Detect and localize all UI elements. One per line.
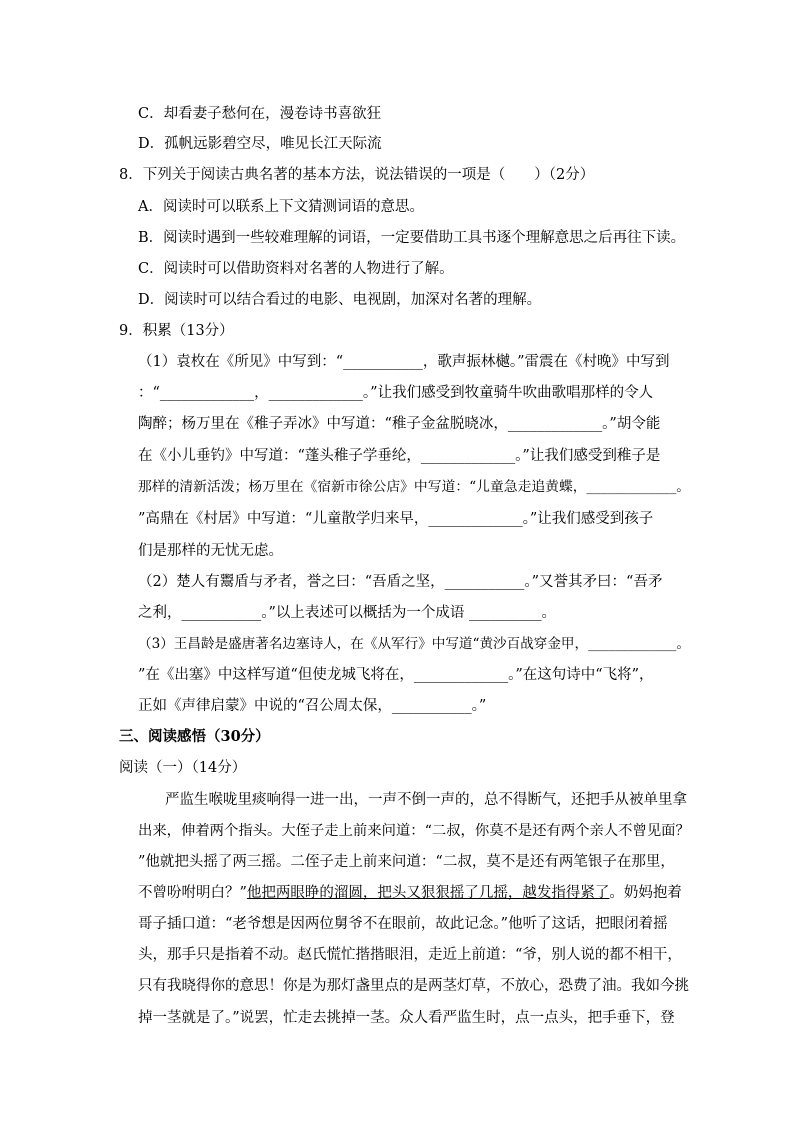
q8-option-b: B．阅读时遇到一些较难理解的词语，一定要借助工具书逐个理解意思之后再往下读。 bbox=[138, 230, 686, 246]
passage-text: 严监生喉咙里痰响得一进一出，一声不倒一声的，总不得断气，还把手从被单里拿 bbox=[165, 792, 687, 808]
q9-p1-line: 在《小儿垂钓》中写道：“蓬头稚子学垂纶，_____________。”让我们感受到稚子是 bbox=[138, 448, 661, 464]
passage-line bbox=[138, 821, 690, 841]
underlined-sentence: 他把两眼睁的溜圆，把头又狠狠摇了几摇，越发指得紧了 bbox=[246, 885, 610, 901]
q9-p1-line: 陶醉；杨万里在《稚子弄冰》中写道：“稚子金盆脱晓冰，_____________。”胡令能 bbox=[138, 416, 661, 432]
passage-text: 掉一茎就是了。”说罢，忙走去挑掉一茎。众人看严监生时，点一点头，把手垂下，登 bbox=[138, 1010, 675, 1026]
q8-option-a: A．阅读时可以联系上下文猜测词语的意思。 bbox=[138, 199, 424, 215]
q9-p2-line: 之利，___________。”以上表述可以概括为一个成语 __________。 bbox=[138, 605, 557, 621]
q9-p1-line: （1）袁枚在《所见》中写到：“___________，歌声振林樾。”雷震在《村晚》中写到 bbox=[138, 354, 670, 370]
passage-line bbox=[138, 883, 682, 903]
reading1-title: 阅读（一）（14分） bbox=[119, 760, 247, 776]
q9-p3-line: （3）王昌龄是盛唐著名边塞诗人，在《从军行》中写道“黄沙百战穿金甲，_____________。 bbox=[138, 636, 690, 652]
passage-text: 不曾吩咐明白？” bbox=[138, 885, 247, 901]
passage-text: 出来，伸着两个指头。大侄子走上前来问道：“二叔，你莫不是还有两个亲人不曾见面？ bbox=[138, 823, 690, 839]
q8-stem: 8．下列关于阅读古典名著的基本方法，说法错误的一项是（ ）（2分） bbox=[119, 167, 595, 183]
q7-option-d: D．孤帆远影碧空尽，唯见长江天际流 bbox=[138, 136, 382, 152]
q9-p1-line: ：“_____________，_____________。”让我们感受到牧童骑牛吹曲歌唱那样的令人 bbox=[138, 385, 654, 401]
q9-p3-line: ”在《出塞》中这样写道“但使龙城飞将在，_____________。”在这句诗中“飞将”， bbox=[138, 667, 654, 683]
passage-line bbox=[138, 852, 675, 872]
passage-text: 哥子插口道：“老爷想是因两位舅爷不在眼前，故此记念。”他听了这话，把眼闭着摇 bbox=[138, 916, 668, 932]
passage-line bbox=[138, 1008, 675, 1028]
q9-p1-line: ”高鼎在《村居》中写道：“儿童散学归来早，_____________。”让我们感受到孩子 bbox=[138, 511, 654, 527]
section3-title: 三、阅读感悟（30分） bbox=[119, 728, 270, 745]
q9-p3-line: 正如《声律启蒙》中说的“召公周太保，___________。” bbox=[138, 698, 487, 714]
q9-p1-line: 那样的清新活泼；杨万里在《宿新市徐公店》中写道：“儿童急走追黄蝶，_____________。 bbox=[138, 479, 691, 495]
q8-option-c: C．阅读时可以借助资料对名著的人物进行了解。 bbox=[138, 261, 454, 277]
passage-text: 头，那手只是指着不动。赵氏慌忙揩揩眼泪，走近上前道：“爷，别人说的都不相干， bbox=[138, 947, 682, 963]
passage-line bbox=[165, 790, 687, 810]
passage-text: 。奶妈抱着 bbox=[609, 885, 682, 901]
passage-line bbox=[138, 976, 689, 996]
q9-p2-line: （2）楚人有鬻盾与矛者，誉之曰：“吾盾之坚，___________。”又誉其矛曰：“吾矛 bbox=[138, 574, 663, 590]
passage-text: ”他就把头摇了两三摇。二侄子走上前来问道：“二叔，莫不是还有两笔银子在那里， bbox=[138, 854, 675, 870]
q8-option-d: D．阅读时可以结合看过的电影、电视剧，加深对名著的理解。 bbox=[138, 292, 542, 308]
passage-line bbox=[138, 945, 682, 965]
passage-text: 只有我晓得你的意思！你是为那灯盏里点的是两茎灯草，不放心，恐费了油。我如今挑 bbox=[138, 978, 689, 994]
q9-p1-line: 们是那样的无忧无虑。 bbox=[138, 543, 283, 559]
passage-line bbox=[138, 914, 668, 934]
q7-option-c: C．却看妻子愁何在，漫卷诗书喜欲狂 bbox=[138, 106, 382, 122]
q9-title: 9．积累（13分） bbox=[119, 323, 234, 339]
